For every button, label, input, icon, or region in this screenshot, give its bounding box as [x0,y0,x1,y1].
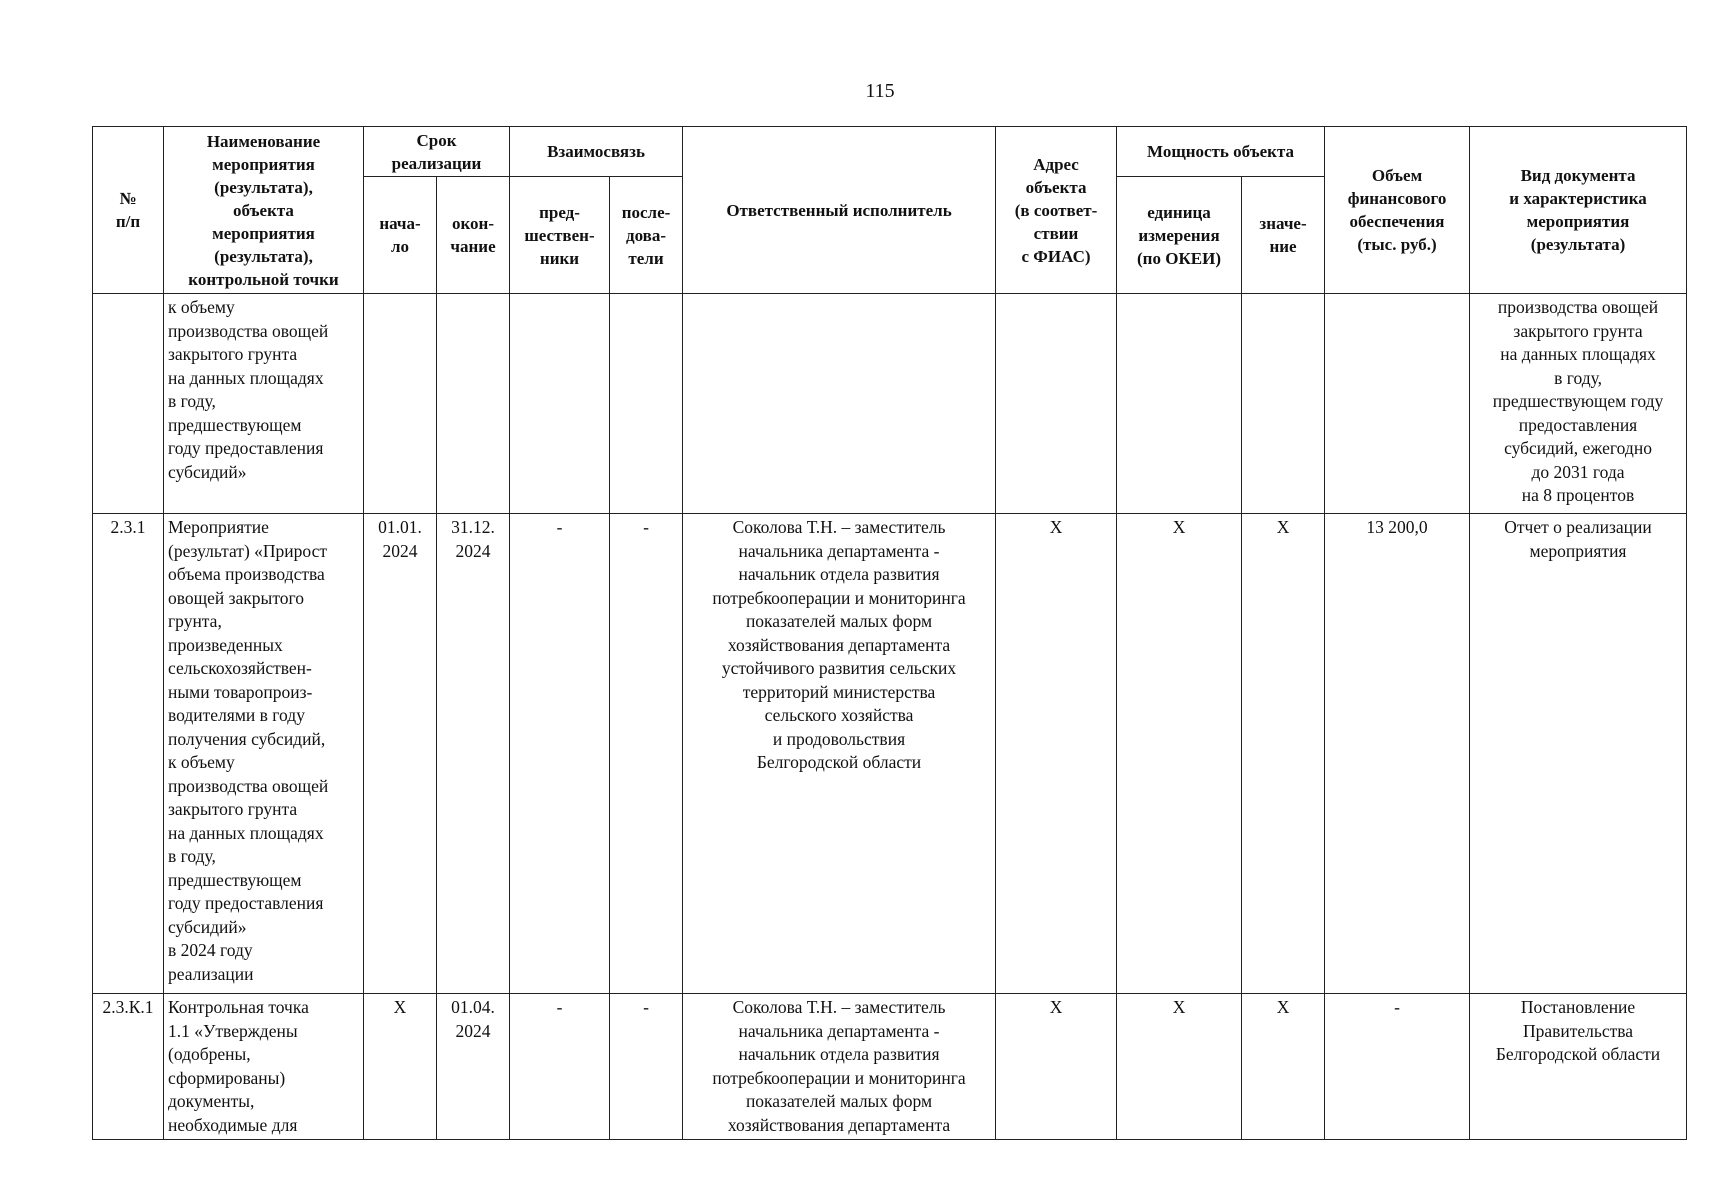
table-row [93,994,1687,1140]
cell-name: к объему производства овощей закрытого грунта на данных площадях в году, предшествующем году предоставления субсидий» [164,294,364,514]
cell-prev: - [510,514,610,994]
cell-address: Х [996,994,1117,1140]
header-address: Адрес объекта (в соответ- ствии с ФИАС) [996,127,1117,294]
cell-unit: Х [1117,994,1242,1140]
cell-end: 31.12. 2024 [437,514,510,994]
cell-name: Контрольная точка 1.1 «Утверждены (одобрены, сформированы) документы, необходимые для [164,994,364,1140]
header-finance: Объем финансового обеспечения (тыс. руб.) [1325,127,1470,294]
plan-table [92,126,1687,1140]
cell-num [93,294,164,514]
cell-doc: Отчет о реализации мероприятия [1470,514,1687,994]
cell-end [437,294,510,514]
header-capacity: Мощность объекта [1117,127,1325,177]
table-row [93,514,1687,994]
header-term-start: нача- ло [364,177,437,294]
cell-value [1242,294,1325,514]
header-executor: Ответственный исполнитель [683,127,996,294]
cell-unit [1117,294,1242,514]
cell-next: - [610,994,683,1140]
cell-value: Х [1242,514,1325,994]
header-num: № п/п [93,127,164,294]
cell-doc: Постановление Правительства Белгородской области [1470,994,1687,1140]
cell-start [364,294,437,514]
cell-prev: - [510,994,610,1140]
cell-address: Х [996,514,1117,994]
table-header [93,127,1687,294]
cell-start: 01.01. 2024 [364,514,437,994]
cell-next [610,294,683,514]
header-capacity-unit: единица измерения (по ОКЕИ) [1117,177,1242,294]
header-relation: Взаимосвязь [510,127,683,177]
cell-executor [683,294,996,514]
cell-value: Х [1242,994,1325,1140]
header-relation-next: после- дова- тели [610,177,683,294]
header-term-end: окон- чание [437,177,510,294]
header-doc-type: Вид документа и характеристика мероприятия (результата) [1470,127,1687,294]
header-name: Наименование мероприятия (результата), объекта мероприятия (результата), контрольной точки [164,127,364,294]
cell-num: 2.3.К.1 [93,994,164,1140]
table-row [93,294,1687,514]
cell-executor: Соколова Т.Н. – заместитель начальника департамента - начальник отдела развития потребкооперации и мониторинга показателей малых форм хозяйствования департамента устойчивого развития сельских территорий министерства сельского хозяйства и продовольствия Белгородской области [683,514,996,994]
cell-address [996,294,1117,514]
cell-finance [1325,294,1470,514]
page-number: 115 [865,80,895,102]
cell-next: - [610,514,683,994]
cell-finance: 13 200,0 [1325,514,1470,994]
cell-doc: производства овощей закрытого грунта на данных площадях в году, предшествующем году предоставления субсидий, ежегодно до 2031 года на 8 процентов [1470,294,1687,514]
cell-start: Х [364,994,437,1140]
header-term: Срок реализации [364,127,510,177]
cell-finance: - [1325,994,1470,1140]
cell-end: 01.04. 2024 [437,994,510,1140]
header-relation-prev: пред- шествен- ники [510,177,610,294]
cell-prev [510,294,610,514]
cell-unit: Х [1117,514,1242,994]
cell-executor: Соколова Т.Н. – заместитель начальника департамента - начальник отдела развития потребкооперации и мониторинга показателей малых форм хозяйствования департамента [683,994,996,1140]
cell-name: Мероприятие (результат) «Прирост объема производства овощей закрытого грунта, произведенных сельскохозяйствен- ными товаропроиз- водителями в году получения субсидий, к объему производства овощей закрытого грунта на данных площадях в году, предшествующем году предоставления субсидий» в 2024 году реализации [164,514,364,994]
cell-num: 2.3.1 [93,514,164,994]
header-capacity-value: значе- ние [1242,177,1325,294]
